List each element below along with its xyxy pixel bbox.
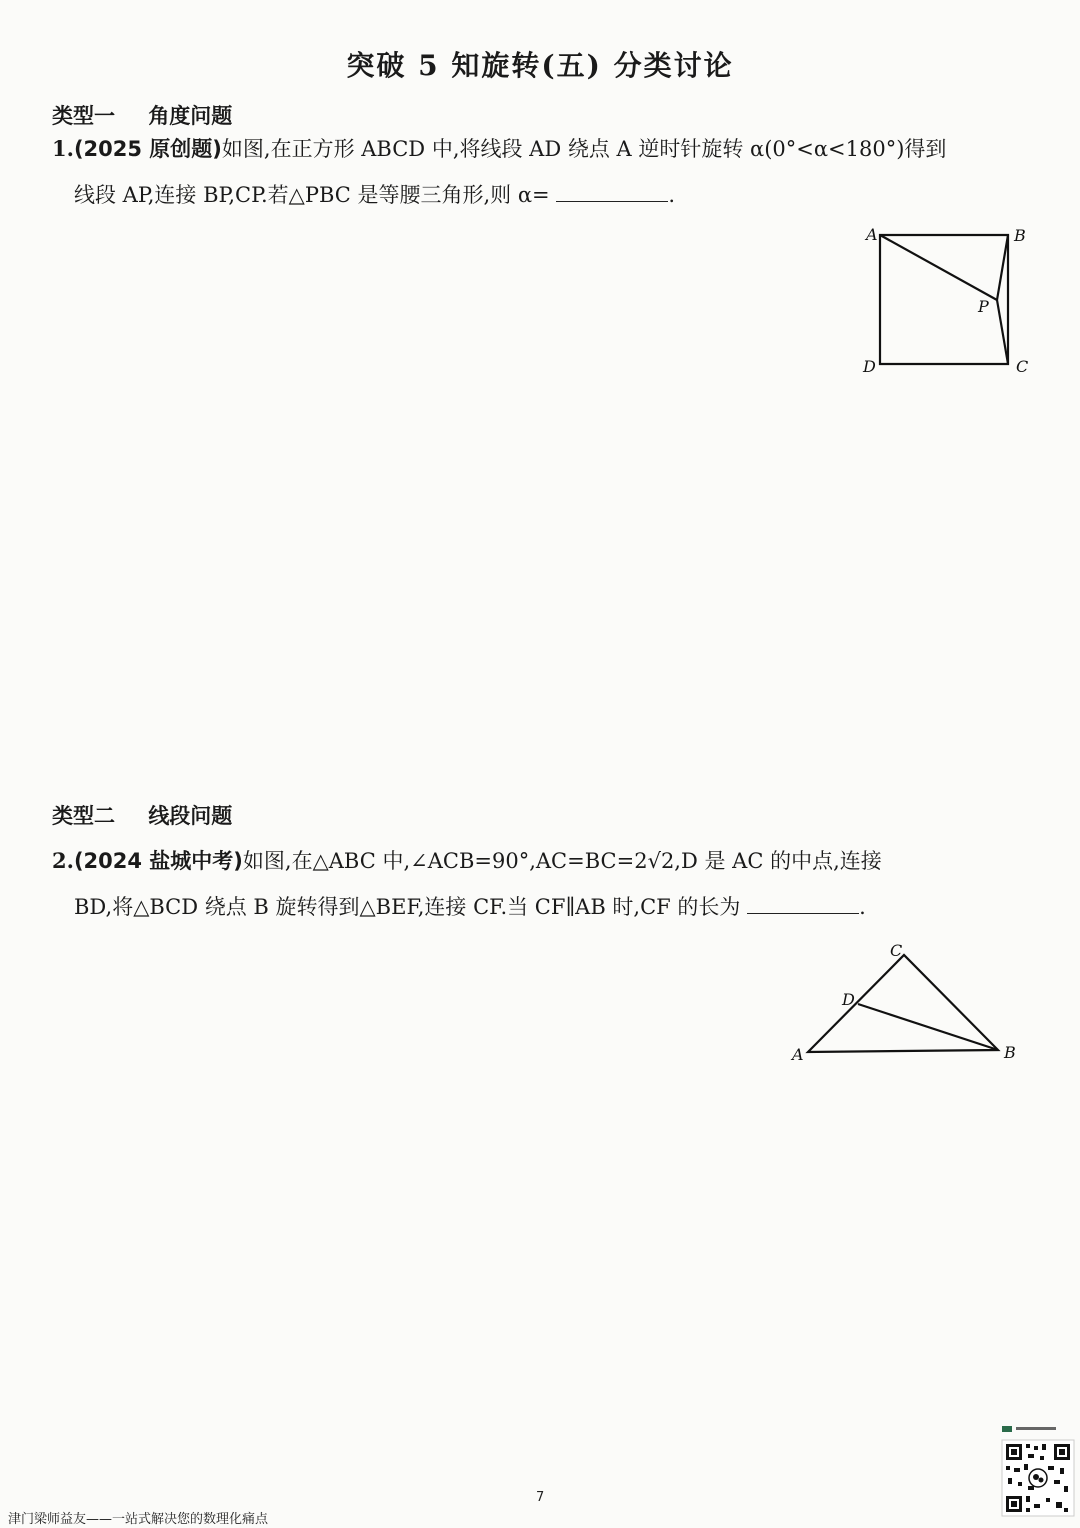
segment-ap bbox=[880, 235, 997, 300]
problem-text: 如图,在正方形 ABCD 中,将线段 AD 绕点 A 逆时针旋转 α(0°<α<180°)得到 bbox=[221, 137, 947, 161]
problem-number: 2. bbox=[52, 848, 74, 873]
problem-line bbox=[52, 172, 946, 218]
problem-text: BD,将△BCD 绕点 B 旋转得到△BEF,连接 CF.当 CF∥AB 时,CF 的长为 bbox=[74, 895, 741, 919]
label-a: A bbox=[866, 225, 878, 244]
label-a: A bbox=[792, 1045, 804, 1064]
problem-text: 如图,在△ABC 中,∠ACB=90°,AC=BC=2√2,D 是 AC 的中点,连接 bbox=[242, 849, 882, 873]
problem-line bbox=[52, 884, 882, 930]
answer-blank[interactable] bbox=[556, 177, 668, 202]
triangle-figure bbox=[786, 940, 1026, 1070]
label-c: C bbox=[1016, 357, 1029, 376]
label-d: D bbox=[863, 357, 876, 376]
answer-blank[interactable] bbox=[747, 889, 859, 914]
problem-line bbox=[52, 838, 882, 884]
square-abcd bbox=[880, 235, 1008, 364]
triangle-abc bbox=[808, 955, 998, 1052]
page-title: 突破 5 知旋转(五) 分类讨论 bbox=[346, 49, 734, 82]
section-label: 类型一 bbox=[52, 104, 115, 128]
problem-source: (2024 盐城中考) bbox=[73, 849, 243, 873]
problem-text-end: . bbox=[668, 183, 676, 207]
section-name: 角度问题 bbox=[148, 104, 233, 128]
problem-number: 1. bbox=[52, 136, 74, 161]
label-b: B bbox=[1004, 1043, 1016, 1062]
section-label: 类型二 bbox=[52, 804, 115, 828]
label-b: B bbox=[1014, 226, 1026, 245]
qr-code-icon bbox=[1000, 1424, 1076, 1520]
segment-bd bbox=[858, 1004, 998, 1050]
problem-text-end: . bbox=[859, 895, 866, 919]
label-p: P bbox=[978, 297, 989, 316]
problem-line bbox=[52, 126, 946, 172]
section-name: 线段问题 bbox=[148, 804, 233, 828]
label-d: D bbox=[842, 990, 855, 1009]
footer-text: 津门梁师益友——一站式解决您的数理化痛点 bbox=[8, 1512, 269, 1527]
segment-bp bbox=[997, 235, 1008, 300]
problem-1 bbox=[52, 126, 946, 218]
square-figure bbox=[860, 222, 1040, 382]
segment-cp bbox=[997, 300, 1008, 364]
square-lines bbox=[880, 235, 1008, 364]
label-c: C bbox=[890, 941, 903, 960]
problem-source: (2025 原创题) bbox=[73, 137, 222, 161]
problem-2 bbox=[52, 838, 882, 930]
section-heading-2 bbox=[52, 800, 232, 830]
page-number: 7 bbox=[536, 1490, 545, 1505]
triangle-lines bbox=[808, 955, 998, 1052]
problem-text: 线段 AP,连接 BP,CP.若△PBC 是等腰三角形,则 α= bbox=[74, 183, 550, 207]
